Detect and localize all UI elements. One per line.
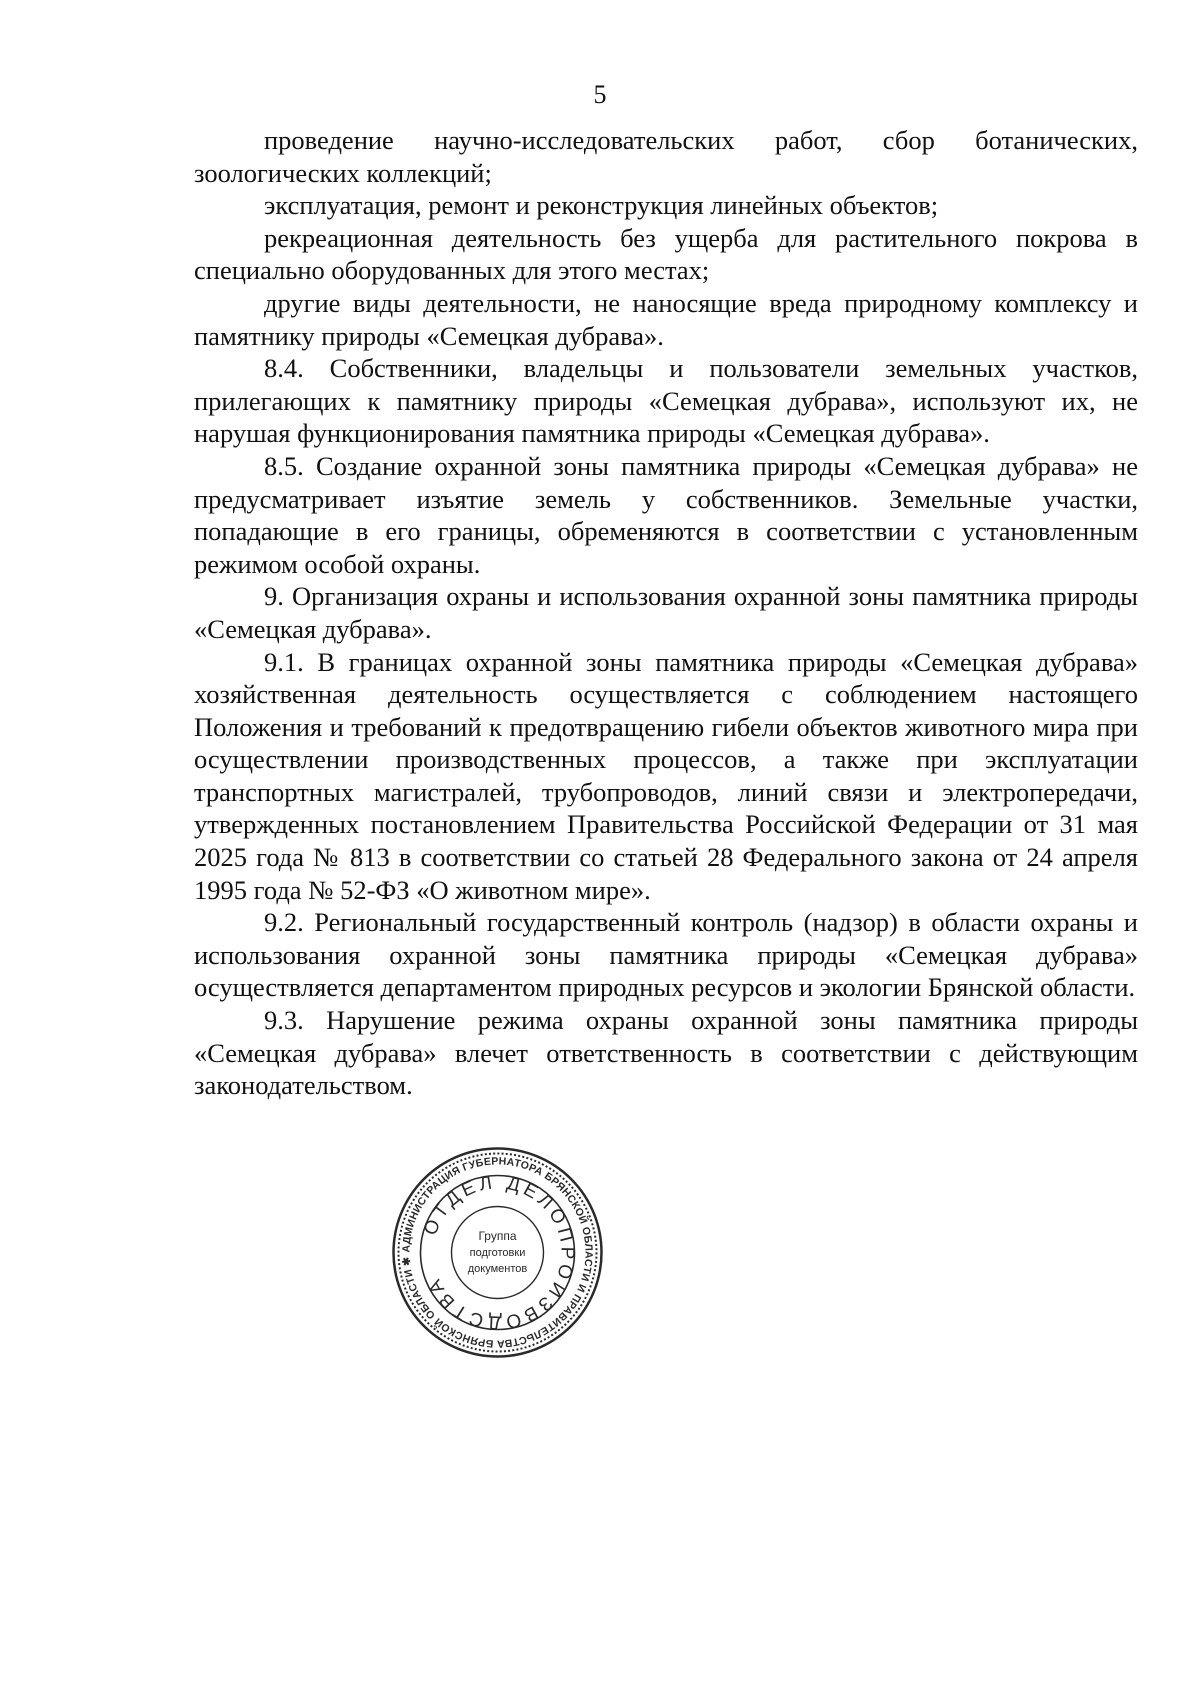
- paragraph-8-5: 8.5. Создание охранной зоны памятника природы «Семецкая дубрава» не предусматривает изъятие земель у собственников. Земельные участки, попадающие в его границы, обременяются в соответствии с установленным режимом особой охраны.: [194, 450, 1138, 579]
- stamp-center-line-3: документов: [467, 1263, 528, 1275]
- paragraph-9-1: 9.1. В границах охранной зоны памятника природы «Семецкая дубрава» хозяйственная деятельность осуществляется с соблюдением настоящего Положения и требований к предотвращению гибели объектов животного мира при осуществлении производственных процессов, а также при эксплуатации транспортных магистралей, трубопроводов, линий связи и электропередачи, утвержденных постановлением Правительства Российской Федерации от 31 мая 2025 года № 813 в соответствии со статьей 28 Федерального закона от 24 апреля 1995 года № 52-ФЗ «О животном мире».: [194, 646, 1138, 905]
- paragraph-4: другие виды деятельности, не наносящие вреда природному комплексу и памятнику природы «Семецкая дубрава».: [194, 287, 1138, 351]
- stamp-seal-graphic: [390, 1145, 605, 1360]
- official-stamp: [390, 1145, 605, 1360]
- stamp-outer-ring-text: АДМИНИСТРАЦИЯ ГУБЕРНАТОРА БРЯНСКОЙ ОБЛАСТИ И ПРАВИТЕЛЬСТВА БРЯНСКОЙ ОБЛАСТИ ✱: [400, 1155, 595, 1350]
- stamp-center-line-2: подготовки: [469, 1247, 526, 1259]
- stamp-center-line-1: Группа: [478, 1229, 517, 1243]
- page-number: 5: [593, 80, 607, 109]
- paragraph-1: проведение научно-исследовательских работ, сбор ботанических, зоологических коллекций;: [194, 125, 1138, 188]
- paragraph-3: рекреационная деятельность без ущерба для растительного покрова в специально оборудованных для этого местах;: [194, 222, 1138, 286]
- paragraph-9-2: 9.2. Региональный государственный контроль (надзор) в области охраны и использования охранной зоны памятника природы «Семецкая дубрава» осуществляется департаментом природных ресурсов и экологии Брянской области.: [194, 907, 1138, 1003]
- paragraph-9: 9. Организация охраны и использования охранной зоны памятника природы «Семецкая дубрава».: [194, 581, 1138, 644]
- document-body: [194, 124, 1138, 1102]
- paragraph-8-4: 8.4. Собственники, владельцы и пользователи земельных участков, прилегающих к памятнику природы «Семецкая дубрава», используют их, не нарушая функционирования памятника природы «Семецкая дубрава».: [194, 353, 1138, 449]
- stamp-inner-ring-text: ОТДЕЛ ДЕЛОПРОИЗВОДСТВА: [420, 1172, 578, 1333]
- paragraph-2: эксплуатация, ремонт и реконструкция линейных объектов;: [264, 190, 939, 221]
- paragraph-9-3: 9.3. Нарушение режима охраны охранной зоны памятника природы «Семецкая дубрава» влечет ответственность в соответствии с действующим законодательством.: [194, 1005, 1138, 1101]
